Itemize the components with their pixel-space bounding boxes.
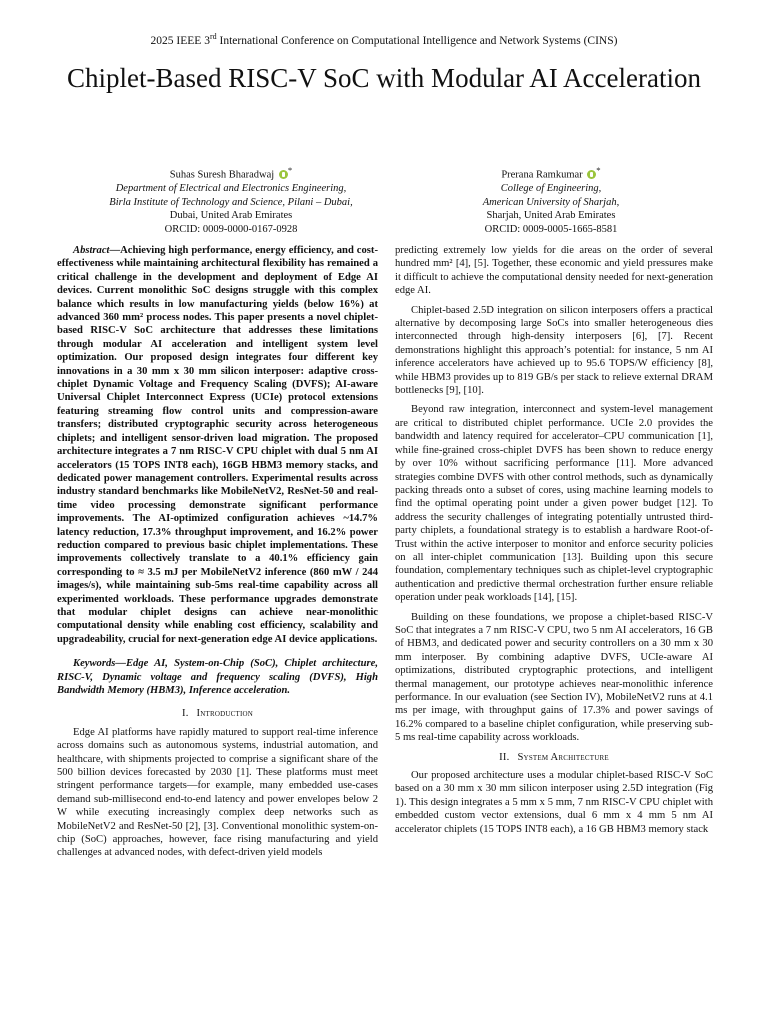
- section-heading-system-architecture: [395, 751, 713, 764]
- keywords: [57, 657, 378, 697]
- author-orcid: ORCID: 0009-0005-1665-8581: [484, 223, 618, 235]
- author-name: Suhas Suresh Bharadwaj: [169, 169, 275, 181]
- paragraph: Building on these foundations, we propose a chiplet-based RISC-V SoC that integrates a 7 nm RISC-V CPU, two 5 nm AI accelerators, 16 GB of HBM3, and dedicated power and security controllers on a 30 mm x 30 mm interposer. By combining adaptive DVFS, UCIe-aware AI optimizations, distributed cryptographic protections, and intelligent thermal management, our prototype achieves near-monolithic inference performance. In our evaluation (see Section IV), MobileNetV2 runs at 4.1 ms per image, with throughput gains of 17.3% and power savings of 16.2% compared to a baseline chiplet configuration, while preserving sub-5 ms real-time capability across workloads.: [395, 611, 713, 744]
- author-affiliation-line: American University of Sharjah,: [482, 196, 620, 208]
- author-block-2: [396, 164, 706, 236]
- conference-prefix: 2025 IEEE 3: [150, 34, 210, 47]
- author-affiliation-line: Department of Electrical and Electronics Engineering,: [115, 183, 347, 195]
- author-block-1: [76, 164, 386, 236]
- section-heading-introduction: [57, 707, 378, 720]
- left-column: [57, 244, 378, 866]
- abstract: [57, 244, 378, 646]
- paragraph: Chiplet-based 2.5D integration on silicon interposers offers a practical alternative by decomposing large SoCs into smaller heterogeneous dies interconnected through high-density interposers [6], [7]. Recent demonstrations highlight this approach’s potential: for instance, 5 nm AI inference accelerators have achieved up to 95.6 TOPS/W efficiency [8], while HBM3 provides up to 819 GB/s per stack to relieve external DRAM bottlenecks [9], [10].: [395, 304, 713, 397]
- orcid-icon[interactable]: [587, 170, 596, 179]
- author-affiliation-line: Birla Institute of Technology and Science, Pilani – Dubai,: [109, 196, 353, 208]
- author-mark: *: [287, 165, 293, 175]
- section-number: I.: [181, 708, 189, 720]
- orcid-icon[interactable]: [279, 170, 288, 179]
- paragraph: Edge AI platforms have rapidly matured to support real-time inference across domains such as autonomous systems, industrial automation, and healthcare, with shipments projected to comprise a significant share of the 500 billion devices forecasted by 2030 [1]. These platforms must meet stringent performance targets—for example, many embedded use-cases demand sub-millisecond end-to-end latency and power envelopes below 2 W while executing increasingly complex deep networks such as MobileNetV2 and ResNet-50 [2], [3]. Conventional monolithic system-on-chip (SoC) approaches, however, face rising manufacturing and yield challenges at advanced nodes, with defect-driven yield models: [57, 726, 378, 859]
- author-name: Prerana Ramkumar: [501, 169, 583, 181]
- section-title: System Architecture: [517, 751, 609, 763]
- abstract-text: —Achieving high performance, energy efficiency, and cost-effectiveness while maintaining architectural flexibility has remained a critical challenge in the development and deployment of Edge AI devices. Current monolithic SoC designs struggle with this complex balance which results in low manufacturing yields (below 16%) at advanced 360 mm² process nodes. This paper presents a novel chiplet-based RISC-V SoC architecture that addresses these limitations through modular AI acceleration and intelligent system level optimization. Our proposed design integrates four different key innovations in a 30 mm x 30 mm silicon interposer: adaptive cross-chiplet Dynamic Voltage and Frequency Scaling (DVFS); AI-aware Universal Chiplet Interconnect Express (UCIe) protocol extensions featuring streaming flow control units and compression-aware transfers; distributed cryptographic security across heterogeneous chiplets; and intelligent sensor-driven load migration. The proposed architecture integrates a 7 nm RISC-V CPU chiplet with dual 5 nm AI accelerators (15 TOPS INT8 each), 16GB HBM3 memory stacks, and dedicated power management controllers. Experimental results across industry standard benchmarks like MobileNetV2, ResNet-50 and real-time video processing demonstrate significant performance improvements. The AI-optimized configuration achieves ~14.7% latency reduction, 17.3% throughput improvement, and 16.2% power reduction compared to previous basic chiplet implementations. These improvements collectively translate to a 40.1% efficiency gain corresponding to ≈ 3.5 mJ per MobileNetV2 inference (860 mW / 244 images/s), while maintaining sub-5ms real-time capability across all experimented workloads. These performance upgrades demonstrate that modular chiplet designs can achieve near-monolithic computational density while enabling cost efficiency, scalability and upgradeability, crucial for next-generation edge AI device applications.: [57, 245, 378, 645]
- conference-header: [0, 32, 768, 47]
- right-column: [395, 244, 713, 842]
- author-location: Dubai, United Arab Emirates: [169, 210, 293, 222]
- author-location: Sharjah, United Arab Emirates: [486, 210, 616, 222]
- paragraph: Our proposed architecture uses a modular chiplet-based RISC-V SoC based on a 30 mm x 30 mm silicon interposer using 2.5D integration (Fig 1). This design integrates a 5 mm x 5 mm, 7 nm RISC-V CPU chiplet with embedded custom vector extensions, dual 6 mm x 4 mm 5 nm AI accelerator chiplets (15 TOPS INT8 each), a 16 GB HBM3 memory stack: [395, 770, 713, 835]
- author-affiliation-line: College of Engineering,: [500, 183, 602, 195]
- keywords-lead: Keywords: [73, 658, 116, 670]
- author-orcid: ORCID: 0009-0000-0167-0928: [164, 223, 298, 235]
- conference-name: International Conference on Computational Intelligence and Network Systems (CINS): [216, 34, 618, 47]
- section-number: II.: [499, 751, 510, 763]
- conference-superscript: rd: [209, 32, 217, 41]
- section-title: Introduction: [196, 708, 254, 720]
- author-mark: *: [596, 165, 601, 175]
- keywords-text: —Edge AI, System-on-Chip (SoC), Chiplet architecture, RISC-V, Dynamic voltage and frequency scaling (DVFS), High Bandwidth Memory (HBM3), Inference acceleration.: [57, 658, 378, 696]
- abstract-lead: Abstract: [73, 245, 110, 256]
- paragraph: predicting extremely low yields for die areas on the order of several hundred mm² [4], [5]. Together, these economic and yield pressures make it difficult to achieve the computational density needed for next-generation edge AI.: [395, 245, 713, 297]
- paragraph: Beyond raw integration, interconnect and system-level management are critical to distributed chiplet performance. UCIe 2.0 provides the bandwidth and latency required for accelerator–CPU communication [1], while fine-grained cross-chiplet DVFS has been shown to reduce energy by over 10% without sacrificing performance [11]. More advanced strategies combine DVFS with other control methods, such as dynamically packing threads onto a subset of cores, using machine learning models to find the optimal operating point under a given power budget [12]. To address the security challenges of integrating potentially untrusted third-party chiplets, a foundational strategy is to establish a hardware Root-of-Trust within the active interposer to monitor and enforce security policies on all inter-chiplet communication [13]. Building upon this secure foundation, complementary techniques such as chiplet-level cryptographic authentication and predictive thermal orchestration further ensure reliable operation under peak workloads [14], [15].: [395, 404, 713, 604]
- paper-title: Chiplet-Based RISC-V SoC with Modular AI Acceleration: [67, 63, 701, 93]
